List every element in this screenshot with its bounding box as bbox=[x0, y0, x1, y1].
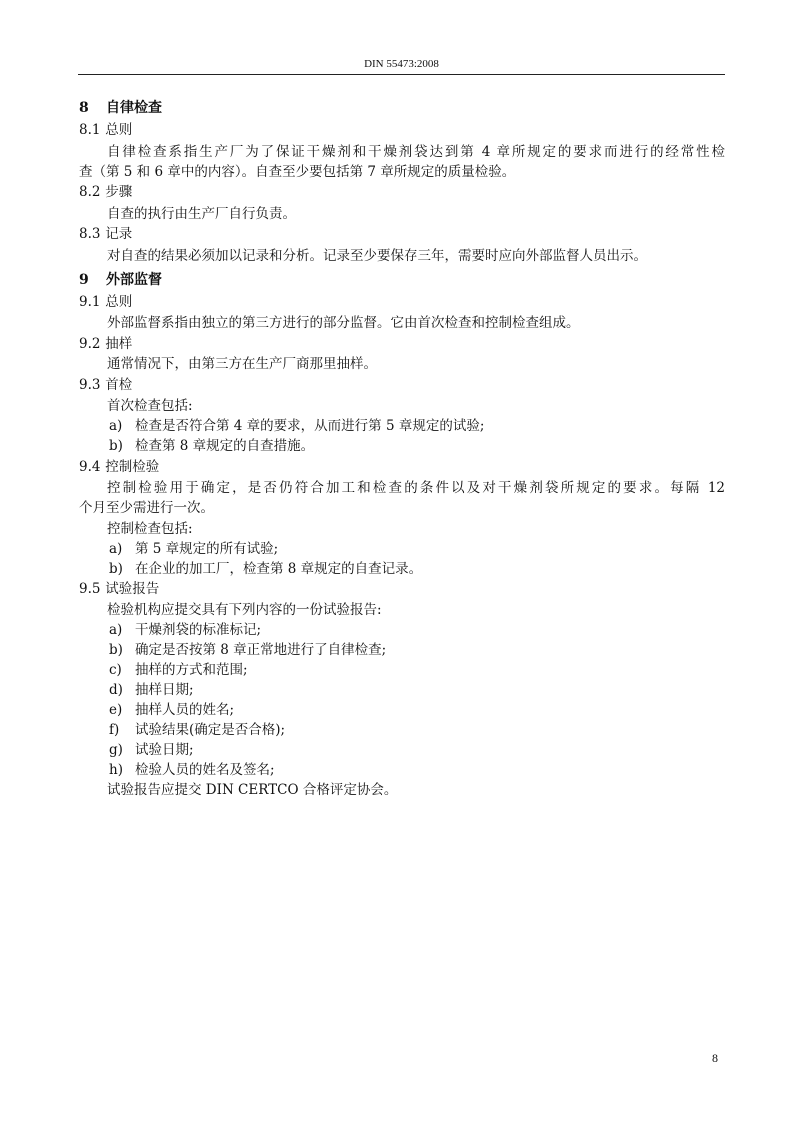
subsection-title: 记录 bbox=[105, 226, 133, 242]
paragraph-line: 自律检查系指生产厂为了保证干燥剂和干燥剂袋达到第 4 章所规定的要求而进行的经常性检 bbox=[107, 144, 725, 160]
list-item-label: h) bbox=[109, 762, 123, 778]
list-item bbox=[109, 416, 484, 436]
closing-text: 试验报告应提交 DIN CERTCO 合格评定协会。 bbox=[107, 782, 398, 798]
subsection-9-4-heading bbox=[79, 457, 159, 477]
subsection-number: 8.1 bbox=[79, 122, 101, 138]
paragraph-line: 对自查的结果必须加以记录和分析。记录至少要保存三年，需要时应向外部监督人员出示。 bbox=[107, 248, 647, 264]
section-title: 自律检查 bbox=[106, 100, 162, 116]
list-item bbox=[109, 660, 248, 680]
paragraph-line: 查（第 5 和 6 章中的内容）。自查至少要包括第 7 章所规定的质量检验。 bbox=[79, 164, 516, 180]
list-item-text: 确定是否按第 8 章正常地进行了自律检查; bbox=[135, 642, 387, 658]
subsection-title: 总则 bbox=[105, 294, 133, 310]
list-item-text: 抽样人员的姓名; bbox=[135, 702, 235, 718]
subsection-number: 9.4 bbox=[79, 459, 101, 475]
subsection-number: 9.5 bbox=[79, 581, 101, 597]
list-item bbox=[109, 720, 285, 740]
list-item-text: 试验结果(确定是否合格); bbox=[135, 722, 286, 738]
list-item-label: b) bbox=[109, 438, 123, 454]
subsection-number: 8.2 bbox=[79, 184, 101, 200]
subsection-title: 总则 bbox=[105, 122, 133, 138]
section-9-heading bbox=[79, 270, 162, 290]
list-item bbox=[109, 700, 234, 720]
subsection-title: 抽样 bbox=[105, 336, 133, 352]
header-rule bbox=[78, 74, 725, 75]
subsection-9-5-heading bbox=[79, 579, 159, 599]
subsection-8-2-heading bbox=[79, 182, 132, 202]
subsection-9-1-heading bbox=[79, 292, 132, 312]
list-item bbox=[109, 620, 261, 640]
paragraph-line: 个月至少需进行一次。 bbox=[79, 500, 214, 516]
list-item bbox=[109, 640, 386, 660]
list-item bbox=[109, 680, 194, 700]
list-item-text: 检查第 8 章规定的自查措施。 bbox=[135, 438, 315, 454]
list-item-label: c) bbox=[109, 662, 122, 678]
paragraph-line: 通常情况下，由第三方在生产厂商那里抽样。 bbox=[107, 356, 377, 372]
list-item-label: a) bbox=[109, 418, 123, 434]
subsection-9-2-heading bbox=[79, 334, 132, 354]
section-number: 8 bbox=[79, 100, 89, 116]
list-item bbox=[109, 740, 194, 760]
list-item-text: 检查是否符合第 4 章的要求，从而进行第 5 章规定的试验; bbox=[135, 418, 485, 434]
section-number: 9 bbox=[79, 272, 89, 288]
section-8-heading bbox=[79, 98, 162, 118]
subsection-title: 控制检验 bbox=[105, 459, 160, 475]
subsection-title: 试验报告 bbox=[105, 581, 160, 597]
list-item-text: 干燥剂袋的标准标记; bbox=[135, 622, 262, 638]
paragraph-line: 自查的执行由生产厂自行负责。 bbox=[107, 206, 296, 222]
header-doc-id: DIN 55473:2008 bbox=[364, 58, 439, 70]
list-item-text: 抽样日期; bbox=[135, 682, 194, 698]
subsection-number: 8.3 bbox=[79, 226, 101, 242]
list-item-text: 第 5 章规定的所有试验; bbox=[135, 541, 279, 557]
list-item-label: d) bbox=[109, 682, 123, 698]
list-intro: 控制检查包括: bbox=[107, 521, 193, 537]
list-item-text: 试验日期; bbox=[135, 742, 194, 758]
subsection-8-3-heading bbox=[79, 224, 132, 244]
list-item-label: f) bbox=[109, 722, 120, 738]
subsection-9-3-heading bbox=[79, 375, 132, 395]
subsection-number: 9.1 bbox=[79, 294, 101, 310]
list-item-label: a) bbox=[109, 541, 123, 557]
paragraph-line: 控制检验用于确定，是否仍符合加工和检查的条件以及对干燥剂袋所规定的要求。每隔 12 bbox=[107, 480, 725, 496]
list-item bbox=[109, 559, 422, 579]
subsection-8-1-heading bbox=[79, 120, 132, 140]
list-item-label: g) bbox=[109, 742, 123, 758]
list-item-text: 在企业的加工厂，检查第 8 章规定的自查记录。 bbox=[135, 561, 423, 577]
list-item-label: a) bbox=[109, 622, 123, 638]
section-title: 外部监督 bbox=[106, 272, 162, 288]
list-item bbox=[109, 760, 275, 780]
subsection-title: 首检 bbox=[105, 377, 133, 393]
list-intro: 首次检查包括: bbox=[107, 398, 193, 414]
subsection-number: 9.2 bbox=[79, 336, 101, 352]
list-item bbox=[109, 539, 278, 559]
list-item-text: 检验人员的姓名及签名; bbox=[135, 762, 275, 778]
list-item-label: e) bbox=[109, 702, 123, 718]
list-item-text: 抽样的方式和范围; bbox=[135, 662, 248, 678]
subsection-title: 步骤 bbox=[105, 184, 133, 200]
list-item-label: b) bbox=[109, 642, 123, 658]
list-item bbox=[109, 436, 314, 456]
list-item-label: b) bbox=[109, 561, 123, 577]
list-intro: 检验机构应提交具有下列内容的一份试验报告: bbox=[107, 602, 382, 618]
paragraph-line: 外部监督系指由独立的第三方进行的部分监督。它由首次检查和控制检查组成。 bbox=[107, 315, 580, 331]
subsection-number: 9.3 bbox=[79, 377, 101, 393]
page-number: 8 bbox=[712, 1051, 718, 1065]
